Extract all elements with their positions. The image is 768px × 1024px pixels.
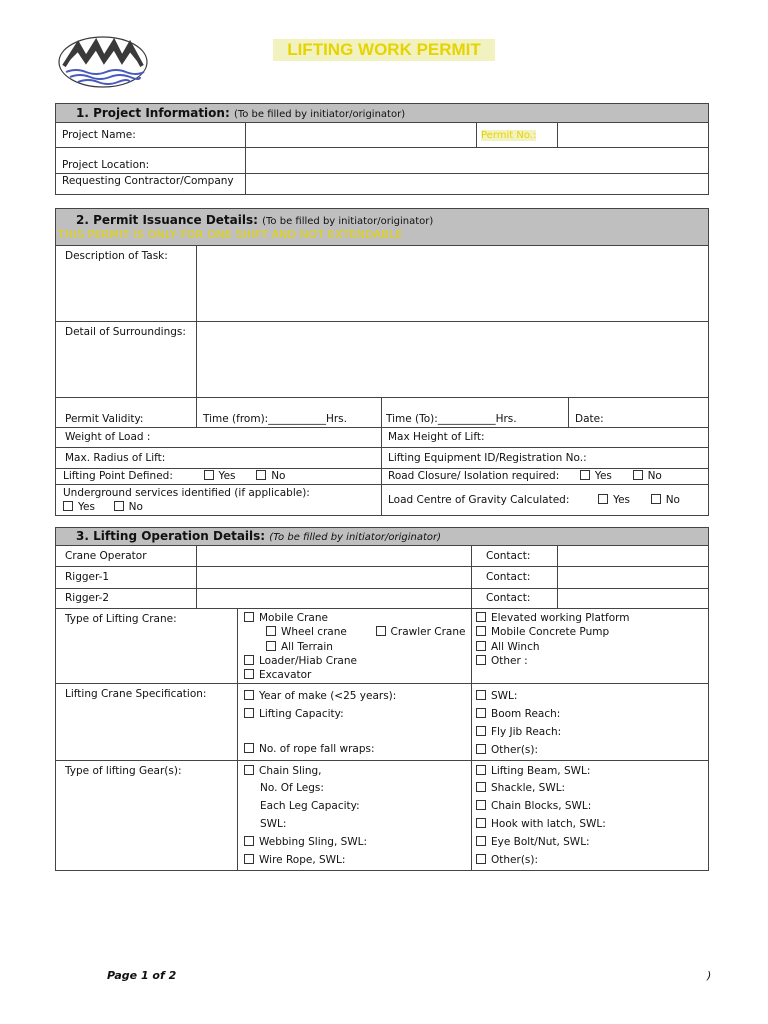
excavator-checkbox[interactable] [244, 669, 254, 679]
lifting-point-yes-checkbox[interactable] [204, 470, 214, 480]
crane-type-options [238, 609, 472, 684]
fly-jib-checkbox[interactable] [476, 726, 486, 736]
road-closure-label: Road Closure/ Isolation required: [388, 470, 560, 482]
rigger2-field[interactable] [197, 589, 472, 609]
shackle-checkbox[interactable] [476, 782, 486, 792]
crane-spec-options [238, 684, 472, 761]
load-centre-yes-checkbox[interactable] [598, 494, 608, 504]
load-centre-row [382, 485, 709, 516]
document-title: LIFTING WORK PERMIT [273, 39, 495, 61]
chain-sling-label: Chain Sling, [259, 765, 322, 777]
gear-type-options-right [472, 761, 709, 871]
gear-others-checkbox[interactable] [476, 854, 486, 864]
spec-others-label: Other(s): [491, 744, 539, 756]
section2-header [56, 209, 709, 246]
mobile-crane-label: Mobile Crane [259, 612, 328, 624]
lifting-beam-checkbox[interactable] [476, 765, 486, 775]
chain-blocks-label: Chain Blocks, SWL: [491, 800, 592, 812]
all-winch-label: All Winch [491, 641, 540, 653]
crane-operator-contact-field[interactable] [558, 546, 709, 567]
lifting-point-no-label: No [271, 470, 286, 482]
crawler-crane-checkbox[interactable] [376, 626, 386, 636]
gear-others-label: Other(s): [491, 854, 539, 866]
underground-no-checkbox[interactable] [114, 501, 124, 511]
concrete-pump-label: Mobile Concrete Pump [491, 626, 610, 638]
loader-crane-label: Loader/Hiab Crane [259, 655, 357, 667]
rope-falls-checkbox[interactable] [244, 743, 254, 753]
underground-label: Underground services identified (if applicable): [63, 487, 310, 499]
load-centre-no-label: No [665, 493, 680, 506]
task-description-label: Description of Task: [56, 246, 197, 322]
project-location-field[interactable] [246, 148, 709, 174]
hook-latch-checkbox[interactable] [476, 818, 486, 828]
load-centre-no-checkbox[interactable] [651, 494, 661, 504]
wire-rope-checkbox[interactable] [244, 854, 254, 864]
load-centre-label: Load Centre of Gravity Calculated: [388, 493, 570, 506]
permit-validity-label: Permit Validity: [56, 398, 197, 428]
loader-crane-checkbox[interactable] [244, 655, 254, 665]
rigger2-label: Rigger-2 [56, 589, 197, 609]
section3-header [56, 528, 709, 546]
no-legs-label: No. Of Legs: [260, 782, 324, 794]
concrete-pump-checkbox[interactable] [476, 626, 486, 636]
lift-capacity-checkbox[interactable] [244, 708, 254, 718]
crane-spec-label: Lifting Crane Specification: [56, 684, 238, 761]
section2-subheading: (To be filled by initiator/originator) [262, 216, 434, 227]
equipment-id-field[interactable]: Lifting Equipment ID/Registration No.: [382, 448, 709, 469]
section1-subheading: (To be filled by initiator/originator) [233, 108, 406, 120]
project-name-field[interactable] [246, 123, 477, 148]
hook-latch-label: Hook with latch, SWL: [491, 818, 606, 830]
boom-reach-label: Boom Reach: [491, 708, 561, 720]
time-from-field[interactable]: Time (from):___________Hrs. [197, 398, 382, 428]
all-winch-checkbox[interactable] [476, 641, 486, 651]
section1-header [56, 104, 709, 123]
wheel-crane-checkbox[interactable] [266, 626, 276, 636]
eye-bolt-label: Eye Bolt/Nut, SWL: [491, 836, 590, 848]
rigger1-contact-field[interactable] [558, 567, 709, 589]
project-location-label: Project Location: [56, 148, 246, 174]
rigger2-contact-field[interactable] [558, 589, 709, 609]
date-field[interactable]: Date: [569, 398, 709, 428]
lifting-point-label: Lifting Point Defined: [63, 470, 173, 482]
crane-type-label: Type of Lifting Crane: [56, 609, 238, 684]
crane-spec-options-right [472, 684, 709, 761]
crane-operator-contact[interactable]: Contact: [472, 546, 558, 567]
section3-subheading: (To be filled by initiator/originator) [269, 532, 442, 543]
lifting-point-no-checkbox[interactable] [256, 470, 266, 480]
spec-swl-label: SWL: [491, 690, 518, 702]
max-height-field[interactable]: Max Height of Lift: [382, 428, 709, 448]
max-radius-field[interactable]: Max. Radius of Lift: [56, 448, 382, 469]
shackle-label: Shackle, SWL: [491, 782, 566, 794]
elevated-platform-label: Elevated working Platform [491, 612, 630, 624]
other-crane-checkbox[interactable] [476, 655, 486, 665]
lifting-beam-label: Lifting Beam, SWL: [491, 765, 591, 777]
road-closure-no-label: No [647, 470, 662, 482]
chain-blocks-checkbox[interactable] [476, 800, 486, 810]
page-number: Page 1 of 2 [107, 969, 177, 982]
spec-others-checkbox[interactable] [476, 744, 486, 754]
section1-heading: 1. Project Information: [76, 105, 230, 120]
surroundings-field[interactable] [197, 322, 709, 398]
section2-heading: 2. Permit Issuance Details: [76, 213, 258, 227]
rigger1-contact[interactable]: Contact: [472, 567, 558, 589]
shift-warning: THIS PERMIT IS ONLY FOR ONE SHIFT AND NOT EXTENDABLE [58, 228, 403, 241]
lifting-point-row [56, 469, 382, 485]
year-make-checkbox[interactable] [244, 690, 254, 700]
requesting-contractor-label: Requesting Contractor/Company [56, 174, 246, 195]
time-to-field[interactable]: Time (To):___________Hrs. [382, 398, 569, 428]
elevated-platform-checkbox[interactable] [476, 612, 486, 622]
crane-operator-field[interactable] [197, 546, 472, 567]
lifting-point-yes-label: Yes [218, 470, 236, 482]
rigger1-label: Rigger-1 [56, 567, 197, 589]
footer-mark: ) [707, 969, 712, 982]
underground-yes-checkbox[interactable] [63, 501, 73, 511]
mobile-crane-checkbox[interactable] [244, 612, 254, 622]
project-information-table [55, 103, 709, 195]
requesting-contractor-field[interactable] [246, 174, 709, 195]
road-closure-yes-label: Yes [594, 470, 612, 482]
lifting-operation-table [55, 527, 709, 871]
spec-swl-checkbox[interactable] [476, 690, 486, 700]
company-logo [58, 36, 148, 88]
all-terrain-label: All Terrain [281, 641, 333, 653]
surroundings-label: Detail of Surroundings: [56, 322, 197, 398]
crane-type-options-right [472, 609, 709, 684]
project-name-label: Project Name: [56, 123, 246, 148]
section3-heading: 3. Lifting Operation Details: [76, 529, 266, 543]
road-closure-no-checkbox[interactable] [633, 470, 643, 480]
gear-type-options [238, 761, 472, 871]
rope-falls-label: No. of rope fall wraps: [259, 743, 375, 755]
road-closure-yes-checkbox[interactable] [580, 470, 590, 480]
eye-bolt-checkbox[interactable] [476, 836, 486, 846]
permit-no-label: Permit No.: [481, 129, 537, 141]
road-closure-row [382, 469, 709, 485]
year-make-label: Year of make (<25 years): [259, 690, 397, 702]
underground-row [56, 485, 382, 516]
webbing-sling-label: Webbing Sling, SWL: [259, 836, 368, 848]
gear-swl-label: SWL: [260, 818, 287, 830]
leg-capacity-label: Each Leg Capacity: [260, 800, 360, 812]
boom-reach-checkbox[interactable] [476, 708, 486, 718]
crawler-crane-label: Crawler Crane [390, 626, 466, 638]
webbing-sling-checkbox[interactable] [244, 836, 254, 846]
other-crane-label: Other : [491, 655, 528, 667]
rigger1-field[interactable] [197, 567, 472, 589]
fly-jib-label: Fly Jib Reach: [491, 726, 562, 738]
underground-yes-label: Yes [78, 501, 95, 513]
all-terrain-checkbox[interactable] [266, 641, 276, 651]
chain-sling-checkbox[interactable] [244, 765, 254, 775]
weight-of-load-field[interactable]: Weight of Load : [56, 428, 382, 448]
excavator-label: Excavator [259, 669, 312, 681]
load-centre-yes-label: Yes [613, 493, 631, 506]
gear-type-label: Type of lifting Gear(s): [56, 761, 238, 871]
wire-rope-label: Wire Rope, SWL: [259, 854, 346, 866]
wheel-crane-label: Wheel crane [281, 626, 347, 638]
lift-capacity-label: Lifting Capacity: [259, 708, 344, 720]
wave-mountain-logo-icon [58, 36, 148, 88]
underground-no-label: No [128, 501, 143, 513]
rigger2-contact[interactable]: Contact: [472, 589, 558, 609]
permit-issuance-table [55, 208, 709, 516]
permit-no-field[interactable] [558, 123, 709, 148]
task-description-field[interactable] [197, 246, 709, 322]
crane-operator-label: Crane Operator [56, 546, 197, 567]
